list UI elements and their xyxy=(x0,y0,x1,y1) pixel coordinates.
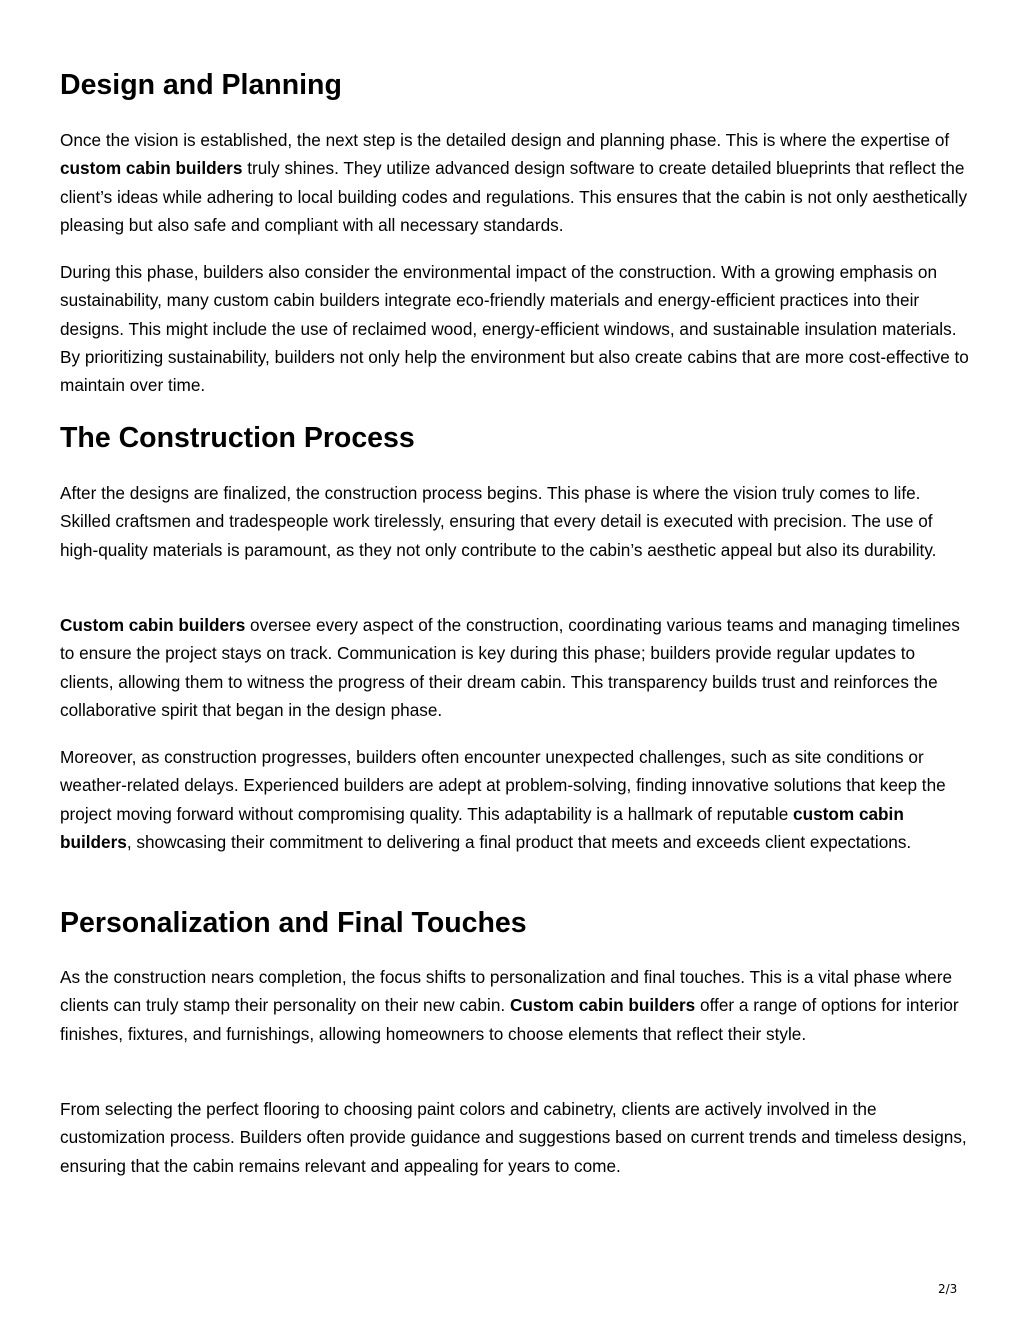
bold-term-custom-cabin-builders: Custom cabin builders xyxy=(509,995,696,1016)
paragraph-design-1 xyxy=(60,126,970,239)
bold-term-custom-cabin-builders: custom cabin builders xyxy=(60,158,243,179)
paragraph-personalization-2: From selecting the perfect flooring to choosing paint colors and cabinetry, clients are actively involved in the customization process. Builders often provide guidance and suggestions based on current trends and timeless designs, ensuring that the cabin remains relevant and appealing for years to come. xyxy=(60,1099,967,1176)
text-run: offer a range of options for interior finishes, fixtures, and furnishings, allowing homeowners to choose elements that reflect their style. xyxy=(60,995,959,1044)
text-run: , showcasing their commitment to delivering a final product that meets and exceeds client expectations. xyxy=(126,831,912,852)
section-heading-personalization: Personalization and Final Touches xyxy=(60,907,527,939)
text-run: As the construction nears completion, the focus shifts to personalization and final touches. This is a vital phase where clients can truly stamp their personality on their new cabin. xyxy=(60,967,953,1016)
paragraph-personalization-1 xyxy=(60,963,970,1048)
text-run: oversee every aspect of the construction, coordinating various teams and managing timelines to ensure the project stays on track. Communication is key during this phase; builders provide regular updates to clients, allowing them to witness the progress of their dream cabin. This transparency builds trust and reinforces the collaborative spirit that began in the design phase. xyxy=(60,615,960,720)
paragraph-design-2: During this phase, builders also consider the environmental impact of the construction. With a growing emphasis on sustainability, many custom cabin builders integrate eco-friendly materials and energy-efficient practices into their designs. This might include the use of reclaimed wood, energy-efficient windows, and sustainable insulation materials. By prioritizing sustainability, builders not only help the environment but also create cabins that are more cost-effective to maintain over time. xyxy=(60,262,969,396)
page-number: 2/3 xyxy=(938,1282,958,1296)
bold-term-custom-cabin-builders: Custom cabin builders xyxy=(60,615,246,635)
paragraph-construction-3 xyxy=(60,743,970,856)
section-heading-construction-process: The Construction Process xyxy=(60,422,415,454)
text-run: Once the vision is established, the next step is the detailed design and planning phase. This is where the expertise of xyxy=(60,130,950,150)
paragraph-construction-2 xyxy=(60,611,970,724)
text-run: truly shines. They utilize advanced design software to create detailed blueprints that reflect the client’s ideas while adhering to local building codes and regulations. This ensures that the cabin is not only aesthetically pleasing but also safe and compliant with all necessary standards. xyxy=(60,158,968,235)
bold-term-custom-cabin-builders: custom cabin builders xyxy=(60,803,904,852)
paragraph-construction-1: After the designs are finalized, the construction process begins. This phase is where the vision truly comes to life. Skilled craftsmen and tradespeople work tirelessly, ensuring that every detail is executed with precision. The use of high-quality materials is paramount, as they not only contribute to the cabin’s aesthetic appeal but also its durability. xyxy=(60,483,937,560)
text-run: Moreover, as construction progresses, builders often encounter unexpected challenges, such as site conditions or weather-related delays. Experienced builders are adept at problem-solving, finding innovative solutions that keep the project moving forward without compromising quality. This adaptability is a hallmark of reputable xyxy=(60,747,946,824)
section-heading-design-and-planning: Design and Planning xyxy=(60,69,342,101)
